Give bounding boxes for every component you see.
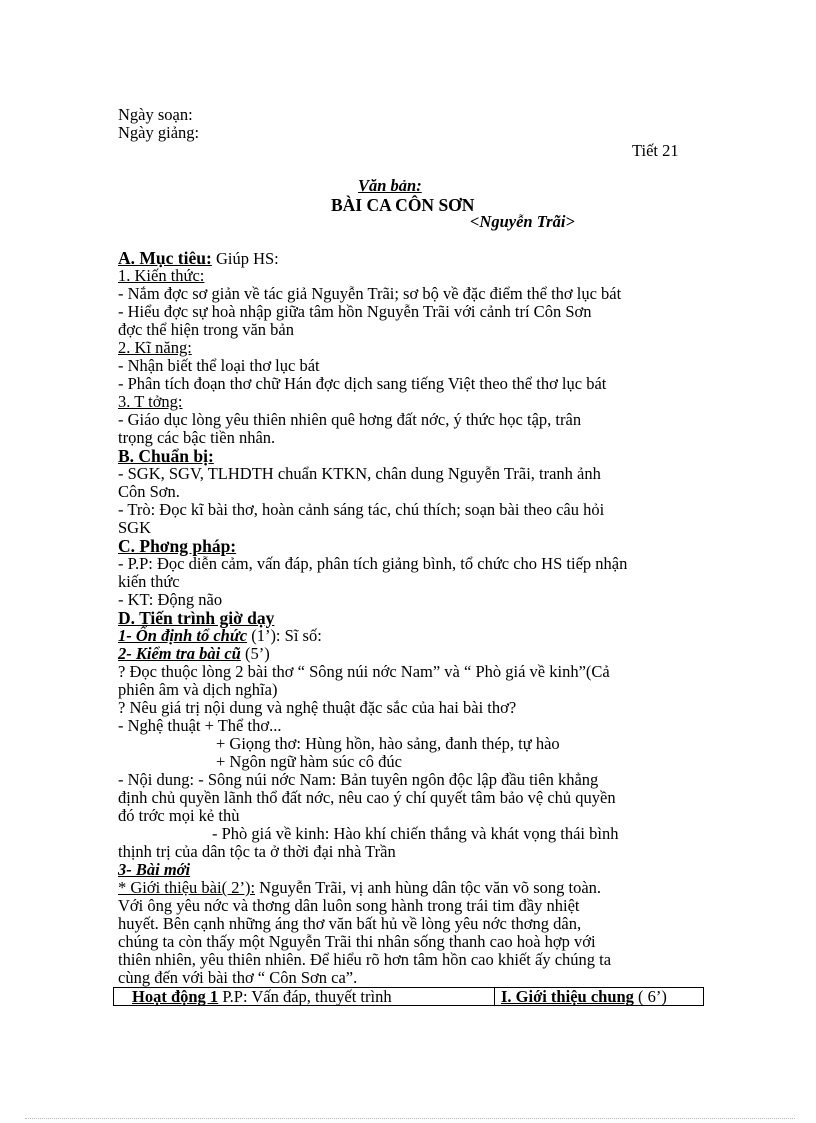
a2-line2: - Phân tích đoạn thơ chữ Hán đợc dịch sang tiếng Việt theo thể thơ lục bát [118, 374, 607, 393]
content-cell: I. Giới thiệu chung ( 6’) [495, 988, 704, 1006]
c-line3: - KT: Động não [118, 590, 223, 609]
d2-noi-dung-3: đó trớc mọi kẻ thù [118, 806, 240, 825]
intro-line6: cùng đến với bài thơ “ Côn Sơn ca”. [118, 968, 358, 987]
d3-line: 3- Bài mới [118, 860, 191, 879]
intro-line1: * Giới thiệu bài( 2’): Nguyễn Trãi, vị anh hùng dân tộc văn võ song toàn. [118, 878, 602, 897]
a1-heading: 1. Kiến thức: [118, 266, 205, 285]
c-line1: - P.P: Đọc diễn cảm, vấn đáp, phân tích giảng bình, tổ chức cho HS tiếp nhận [118, 554, 628, 573]
d2-question1b: phiên âm và dịch nghĩa) [118, 680, 278, 699]
d2-noi-dung-1: - Nội dung: - Sông núi nớc Nam: Bản tuyên ngôn độc lập đầu tiên khẳng [118, 770, 599, 789]
d2-nghe-thuat: - Nghệ thuật + Thể thơ... [118, 716, 282, 735]
c-line2: kiến thức [118, 572, 180, 591]
activity-table [113, 987, 704, 1006]
d2-nghe-thuat-2: + Giọng thơ: Hùng hồn, hào sảng, đanh thép, tự hào [216, 734, 560, 753]
a1-line1: - Nắm đợc sơ giản về tác giả Nguyễn Trãi; sơ bộ về đặc điểm thể thơ lục bát [118, 284, 622, 303]
section-c-heading: C. Phơng pháp: [118, 536, 237, 556]
a3-line1: - Giáo dục lòng yêu thiên nhiên quê hơng đất nớc, ý thức học tập, trân [118, 410, 582, 429]
ngay-soan: Ngày soạn: [118, 105, 193, 124]
ngay-giang: Ngày giảng: [118, 123, 200, 142]
a1-line3: đợc thể hiện trong văn bản [118, 320, 294, 339]
table-row [114, 988, 704, 1006]
intro-line5: thiên nhiên, yêu thiên nhiên. Để hiểu rõ hơn tâm hồn cao khiết ấy chúng ta [118, 950, 612, 969]
section-a-heading: A. Mục tiêu: Giúp HS: [118, 248, 279, 268]
b-line2: Côn Sơn. [118, 482, 180, 501]
a2-line1: - Nhận biết thể loại thơ lục bát [118, 356, 320, 375]
intro-line4: chúng ta còn thấy một Nguyễn Trãi thi nhân sống thanh cao hoà hợp với [118, 932, 596, 951]
d2-line: 2- Kiểm tra bài cũ (5’) [118, 644, 270, 663]
a2-heading: 2. Kĩ năng: [118, 338, 192, 357]
page-footer-divider [25, 1118, 795, 1119]
b-line3: - Trò: Đọc kĩ bài thơ, hoàn cảnh sáng tác, chú thích; soạn bài theo câu hỏi [118, 500, 605, 519]
page-title: BÀI CA CÔN SƠN [331, 195, 475, 215]
section-d-heading: D. Tiến trình giờ dạy [118, 608, 275, 628]
d2-question2: ? Nêu giá trị nội dung và nghệ thuật đặc sắc của hai bài thơ? [118, 698, 517, 717]
a1-line2: - Hiểu đợc sự hoà nhập giữa tâm hồn Nguyễn Trãi với cảnh trí Côn Sơn [118, 302, 592, 321]
d2-noi-dung-5: thịnh trị của dân tộc ta ở thời đại nhà Trần [118, 842, 396, 861]
a3-line2: trọng các bậc tiền nhân. [118, 428, 276, 447]
d2-nghe-thuat-3: + Ngôn ngữ hàm súc cô đúc [216, 752, 402, 771]
a3-heading: 3. T tởng: [118, 392, 183, 411]
b-line1: - SGK, SGV, TLHDTH chuẩn KTKN, chân dung Nguyễn Trãi, tranh ảnh [118, 464, 601, 483]
b-line4: SGK [118, 518, 152, 537]
title-author: <Nguyễn Trãi> [470, 212, 575, 231]
d2-question1: ? Đọc thuộc lòng 2 bài thơ “ Sông núi nớc Nam” và “ Phò giá về kinh”(Cả [118, 662, 610, 681]
activity-cell: Hoạt động 1 P.P: Vấn đáp, thuyết trình [114, 988, 495, 1006]
d1-line: 1- Ổn định tổ chức (1’): Sĩ số: [118, 626, 322, 645]
tiet-number: Tiết 21 [632, 141, 679, 160]
intro-line3: huyết. Bên cạnh những áng thơ văn bất hủ về lòng yêu nớc thơng dân, [118, 914, 582, 933]
intro-line2: Với ông yêu nớc và thơng dân luôn song hành trong trái tim đầy nhiệt [118, 896, 580, 915]
section-b-heading: B. Chuẩn bị: [118, 446, 214, 466]
d2-noi-dung-2: định chủ quyền lãnh thổ đất nớc, nêu cao ý chí quyết tâm bảo vệ chủ quyền [118, 788, 616, 807]
title-label: Văn bản: [358, 176, 422, 195]
d2-noi-dung-4: - Phò giá về kinh: Hào khí chiến thắng và khát vọng thái bình [212, 824, 619, 843]
